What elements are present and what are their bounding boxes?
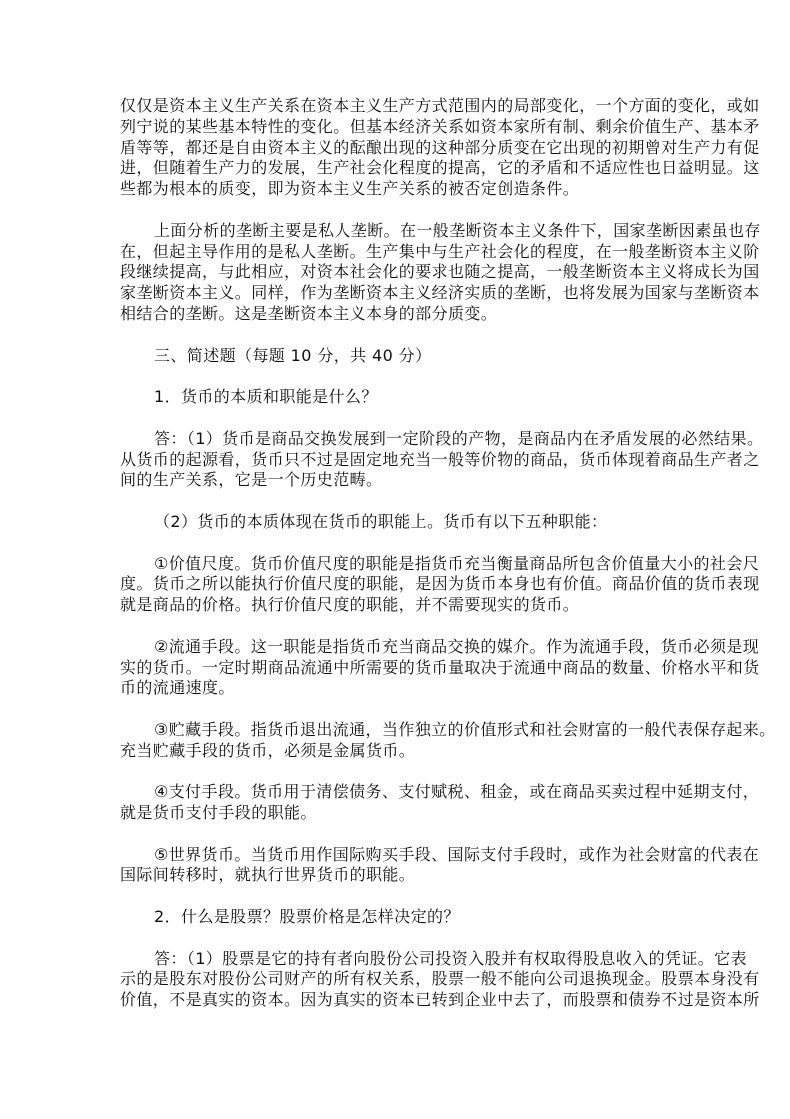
text-line: （2）货币的本质体现在货币的职能上。货币有以下五种职能： <box>154 511 608 531</box>
text-line: 答：（1）股票是它的持有者向股份公司投资入股并有权取得股息收入的凭证。它表 <box>154 948 747 968</box>
paragraph <box>120 948 760 1011</box>
text-line: 间的生产关系，它是一个历史范畴。 <box>120 470 383 490</box>
text-line: 家垄断资本主义。同样，作为垄断资本主义经济实质的垄断，也将发展为国家与垄断资本 <box>120 283 760 303</box>
text-line: 三、简述题（每题 10 分，共 40 分） <box>154 345 432 365</box>
text-line: 段继续提高，与此相应，对资本社会化的要求也随之提高，一般垄断资本主义将成长为国 <box>120 262 760 282</box>
text-line: 相结合的垄断。这是垄断资本主义本身的部分质变。 <box>120 303 498 323</box>
paragraph <box>120 719 776 762</box>
text-line: 充当贮藏手段的货币，必须是金属货币。 <box>120 740 416 760</box>
paragraph <box>120 346 685 367</box>
paragraph <box>120 907 685 928</box>
text-line: 从货币的起源看，货币只不过是固定地充当一般等价物的商品，货币体现着商品生产者之 <box>120 449 760 469</box>
paragraph <box>120 553 760 616</box>
paragraph <box>120 220 761 325</box>
text-line: 列宁说的某些基本特性的变化。但基本经济关系如资本家所有制、剩余价值生产、基本矛 <box>120 116 760 136</box>
text-line: 价值，不是真实的资本。因为真实的资本已转到企业中去了，而股票和债券不过是资本所 <box>120 990 760 1010</box>
text-line: ①价值尺度。货币价值尺度的职能是指货币充当衡量商品所包含价值量大小的社会尺 <box>154 553 760 573</box>
document-body <box>120 96 776 1032</box>
paragraph <box>120 636 760 699</box>
paragraph <box>120 782 760 824</box>
paragraph <box>120 512 685 533</box>
text-line: 在，但起主导作用的是私人垄断。生产集中与生产社会化的程度，在一般垄断资本主义阶 <box>120 241 760 261</box>
paragraph <box>120 387 685 408</box>
text-line: ⑤世界货币。当货币用作国际购买手段、国际支付手段时，或作为社会财富的代表在 <box>154 844 760 864</box>
text-line: 些都为根本的质变，即为资本主义生产关系的被否定创造条件。 <box>120 179 580 199</box>
text-line: 仅仅是资本主义生产关系在资本主义生产方式范围内的局部变化，一个方面的变化，或如 <box>120 96 760 115</box>
text-line: ②流通手段。这一职能是指货币充当商品交换的媒介。作为流通手段，货币必须是现 <box>154 636 760 656</box>
text-line: 度。货币之所以能执行价值尺度的职能，是因为货币本身也有价值。商品价值的货币表现 <box>120 574 760 594</box>
paragraph <box>120 428 764 491</box>
text-line: ③贮藏手段。指货币退出流通，当作独立的价值形式和社会财富的一般代表保存起来。 <box>154 719 776 739</box>
text-line: 上面分析的垄断主要是私人垄断。在一般垄断资本主义条件下，国家垄断因素虽也存 <box>154 220 761 240</box>
text-line: 就是货币支付手段的职能。 <box>120 803 317 823</box>
text-line: 答：（1）货币是商品交换发展到一定阶段的产物，是商品内在矛盾发展的必然结果。 <box>154 428 764 448</box>
text-line: 进，但随着生产力的发展，生产社会化程度的提高，它的矛盾和不适应性也日益明显。这 <box>120 158 760 178</box>
text-line: 国际间转移时，就执行世界货币的职能。 <box>120 865 416 885</box>
paragraph <box>120 96 760 200</box>
text-line: 盾等等，都还是自由资本主义的酝酿出现的这种部分质变在它出现的初期曾对生产力有促 <box>120 137 760 157</box>
text-line: ④支付手段。货币用于清偿债务、支付赋税、租金，或在商品买卖过程中延期支付， <box>154 782 760 802</box>
text-line: 1．货币的本质和职能是什么？ <box>154 387 378 407</box>
text-line: 币的流通速度。 <box>120 678 235 698</box>
paragraph <box>120 844 760 887</box>
text-line: 就是商品的价格。执行价值尺度的职能，并不需要现实的货币。 <box>120 595 580 615</box>
text-line: 实的货币。一定时期商品流通中所需要的货币量取决于流通中商品的数量、价格水平和货 <box>120 657 760 677</box>
text-line: 2．什么是股票？股票价格是怎样决定的？ <box>154 907 460 927</box>
text-line: 示的是股东对股份公司财产的所有权关系，股票一般不能向公司退换现金。股票本身没有 <box>120 969 760 989</box>
